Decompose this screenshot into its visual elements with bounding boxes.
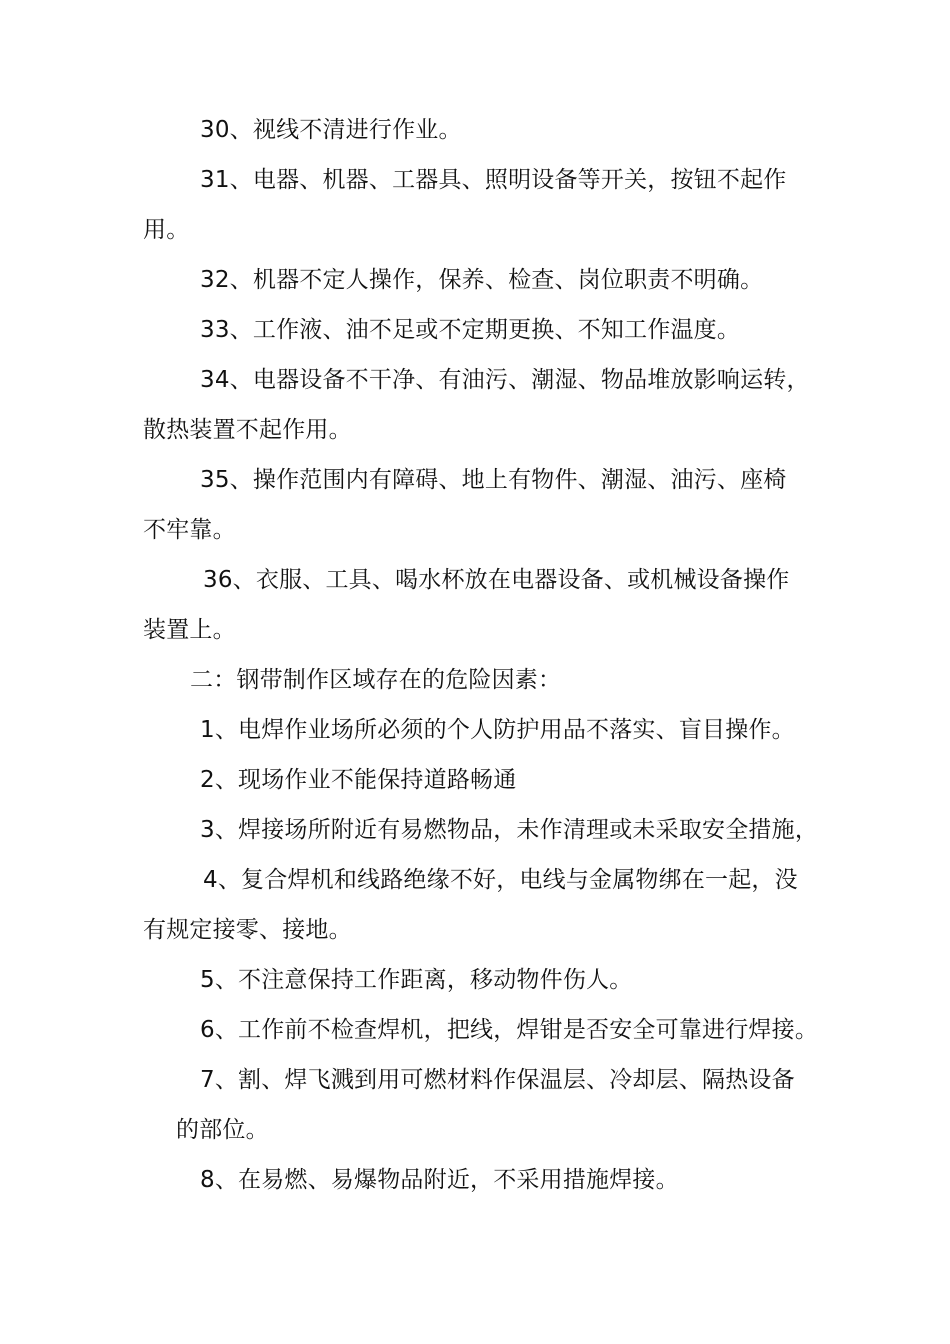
text-line-34: 34、电器设备不干净、有油污、潮湿、物品堆放影响运转， xyxy=(200,367,810,393)
text-line-s2-3: 3、焊接场所附近有易燃物品，未作清理或未采取安全措施， xyxy=(200,817,819,843)
text-line-32: 32、机器不定人操作，保养、检查、岗位职责不明确。 xyxy=(200,267,764,293)
text-line-s2-2: 2、现场作业不能保持道路畅通 xyxy=(200,767,517,793)
text-line-s2-1: 1、电焊作业场所必须的个人防护用品不落实、盲目操作。 xyxy=(200,717,795,743)
text-line-s2-7: 7、割、焊飞溅到用可燃材料作保温层、冷却层、隔热设备 xyxy=(200,1067,795,1093)
text-line-31-cont: 用。 xyxy=(143,217,190,243)
text-line-s2-8: 8、在易燃、易爆物品附近，不采用措施焊接。 xyxy=(200,1167,679,1193)
text-line-36: 36、衣服、工具、喝水杯放在电器设备、或机械设备操作 xyxy=(203,567,790,593)
text-line-s2-4: 4、复合焊机和线路绝缘不好，电线与金属物绑在一起，没 xyxy=(203,867,798,893)
text-line-35-cont: 不牢靠。 xyxy=(143,517,236,543)
text-line-34-cont: 散热装置不起作用。 xyxy=(143,417,352,443)
text-line-31: 31、电器、机器、工器具、照明设备等开关，按钮不起作 xyxy=(200,167,787,193)
text-line-35: 35、操作范围内有障碍、地上有物件、潮湿、油污、座椅 xyxy=(200,467,787,493)
text-line-s2-5: 5、不注意保持工作距离，移动物件伤人。 xyxy=(200,967,633,993)
text-line-s2-7-cont: 的部位。 xyxy=(176,1117,269,1143)
text-line-s2-6: 6、工作前不检查焊机，把线，焊钳是否安全可靠进行焊接。 xyxy=(200,1017,819,1043)
section-heading-2: 二：钢带制作区域存在的危险因素： xyxy=(190,667,562,693)
text-line-33: 33、工作液、油不足或不定期更换、不知工作温度。 xyxy=(200,317,741,343)
text-line-30: 30、视线不清进行作业。 xyxy=(200,117,462,143)
text-line-s2-4-cont: 有规定接零、接地。 xyxy=(143,917,352,943)
text-line-36-cont: 装置上。 xyxy=(143,617,236,643)
